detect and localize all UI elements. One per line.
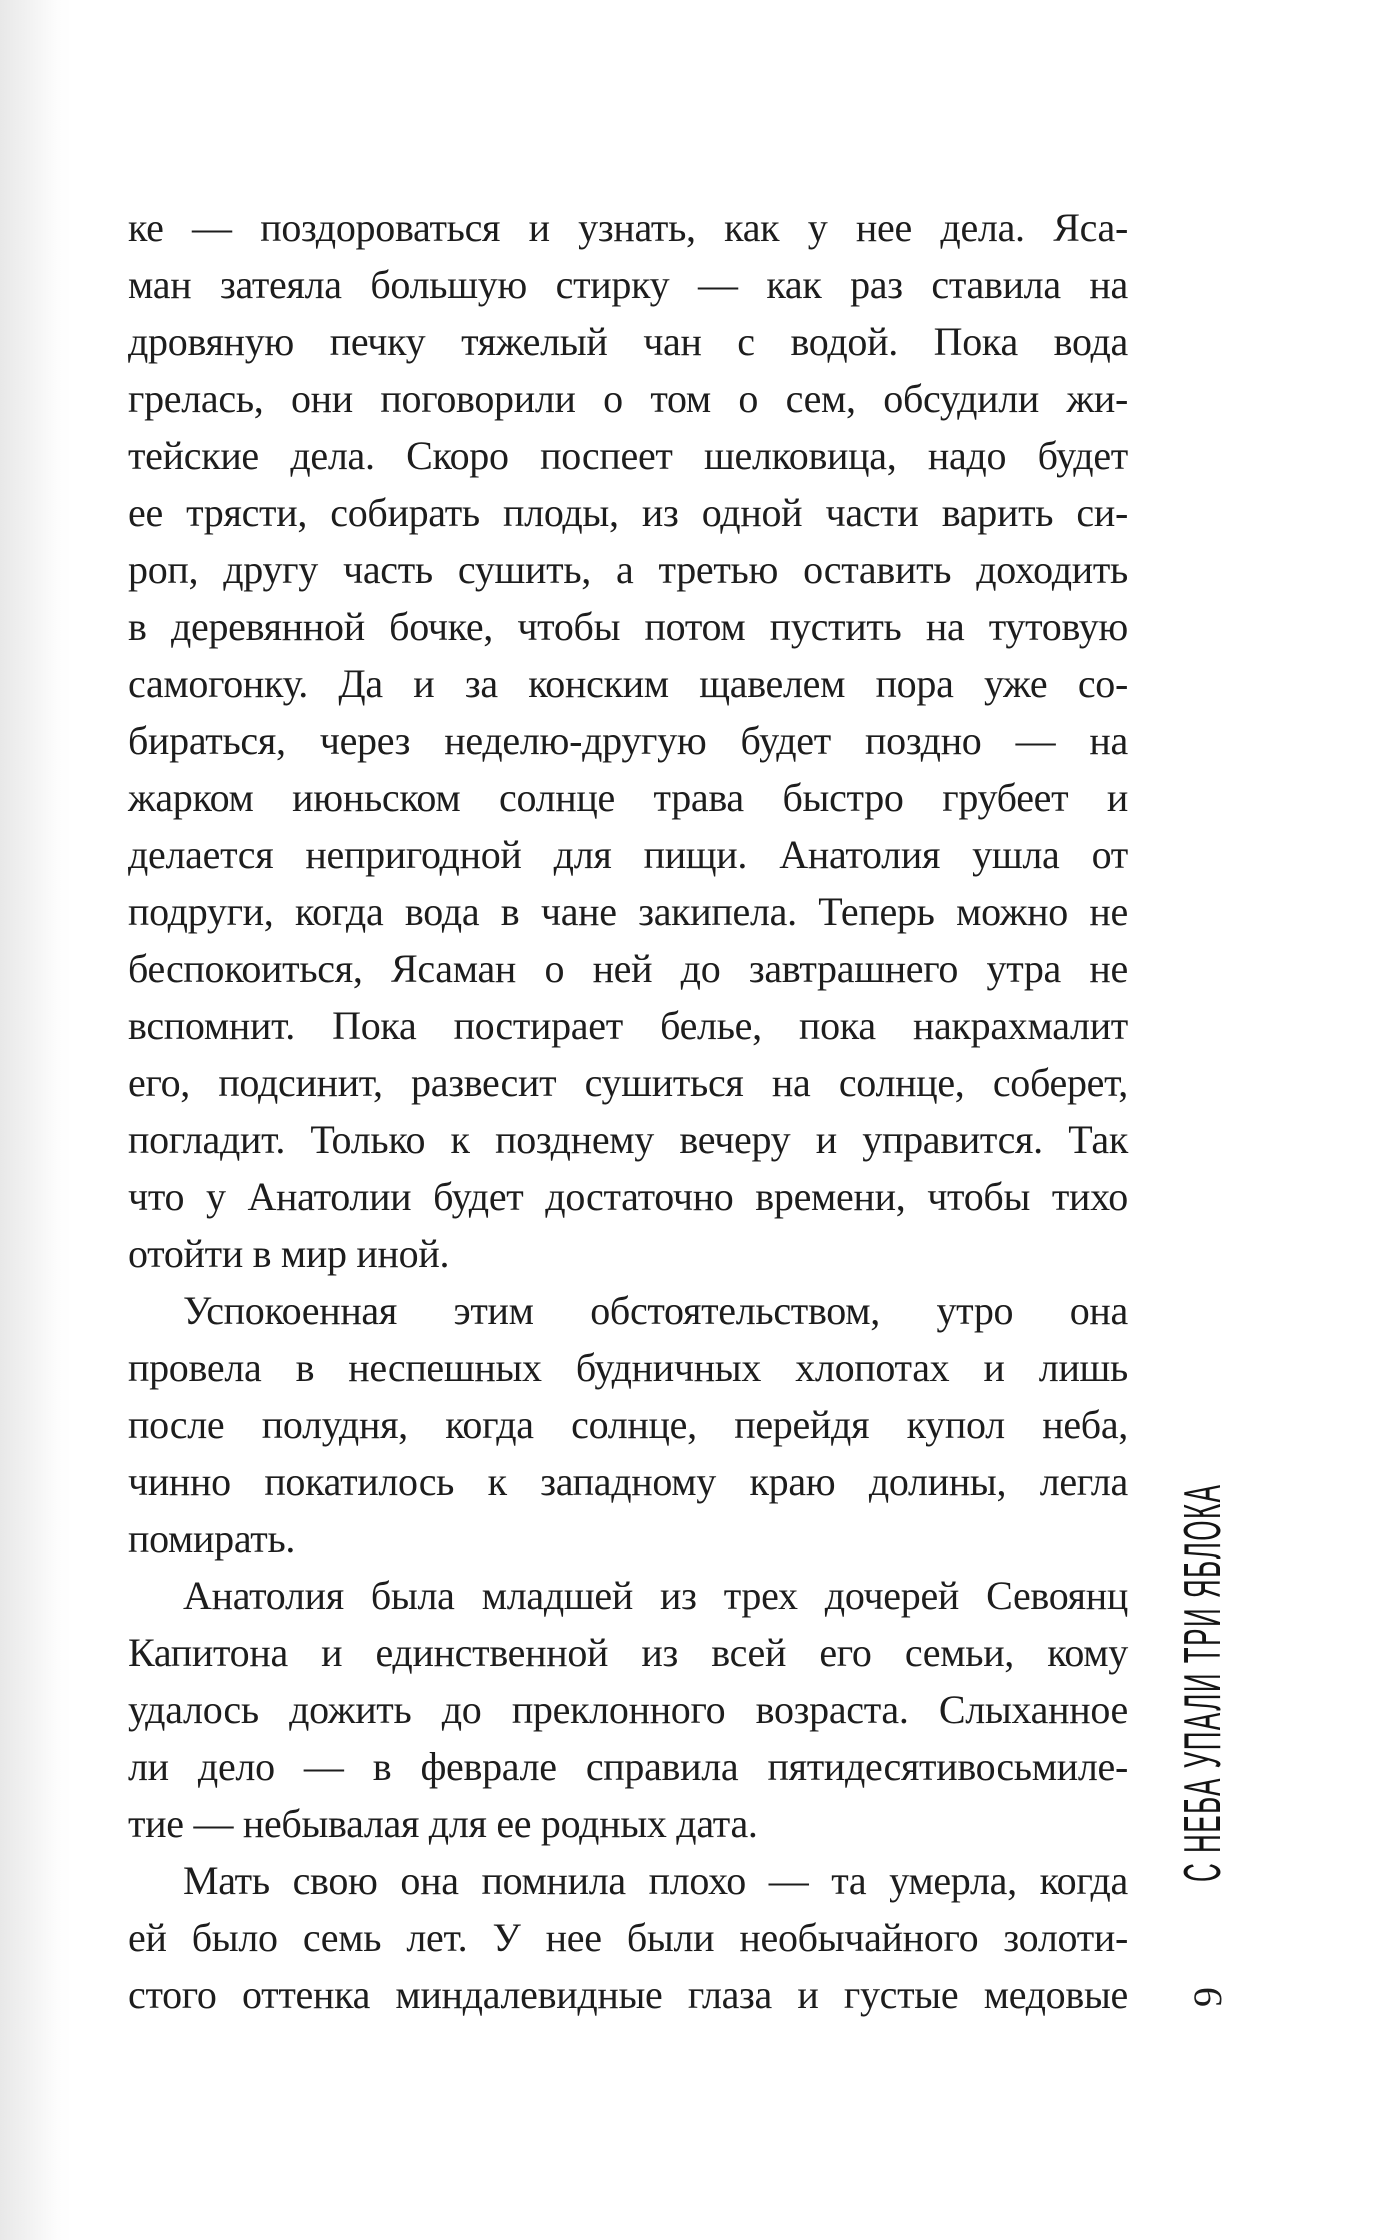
text-line: в деревянной бочке, чтобы потом пустить на тутовую: [128, 604, 1128, 649]
running-title-label: С НЕБА УПАЛИ ТРИ ЯБЛОКА: [1174, 1483, 1232, 1882]
page-text: [128, 199, 1128, 2023]
text-line: тие — небывалая для ее родных дата.: [128, 1801, 758, 1846]
text-line: погладит. Только к позднему вечеру и управится. Так: [128, 1117, 1128, 1162]
text-line: вспомнит. Пока постирает белье, пока накрахмалит: [128, 1003, 1128, 1048]
text-line: самогонку. Да и за конским щавелем пора уже со-: [128, 661, 1128, 706]
text-line: подруги, когда вода в чане закипела. Теперь можно не: [128, 889, 1128, 934]
text-line: провела в неспешных будничных хлопотах и лишь: [128, 1345, 1128, 1390]
text-line: удалось дожить до преклонного возраста. Слыханное: [128, 1687, 1128, 1732]
paragraph: [128, 1282, 1128, 1567]
text-line: бираться, через неделю-другую будет поздно — на: [128, 718, 1128, 763]
text-line: делается непригодной для пищи. Анатолия ушла от: [128, 832, 1128, 877]
text-line: ман затеяла большую стирку — как раз ставила на: [128, 262, 1128, 307]
page-edge-shading: [0, 0, 72, 2240]
text-line: Капитона и единственной из всей его семьи, кому: [128, 1630, 1128, 1675]
text-line: что у Анатолии будет достаточно времени, чтобы тихо: [128, 1174, 1128, 1219]
text-line: тейские дела. Скоро поспеет шелковица, надо будет: [128, 433, 1128, 478]
text-line: грелась, они поговорили о том о сем, обсудили жи-: [128, 376, 1128, 421]
text-line: ее трясти, собирать плоды, из одной части варить си-: [128, 490, 1128, 535]
text-line: ке — поздороваться и узнать, как у нее дела. Яса-: [128, 205, 1128, 250]
text-line: беспокоиться, Ясаман о ней до завтрашнего утра не: [128, 946, 1128, 991]
text-line: жарком июньском солнце трава быстро грубеет и: [128, 775, 1128, 820]
text-line: Успокоенная этим обстоятельством, утро она: [183, 1288, 1128, 1333]
text-line: ей было семь лет. У нее были необычайного золоти-: [128, 1915, 1128, 1960]
running-title-rotated: [1174, 1483, 1232, 1882]
text-line: Анатолия была младшей из трех дочерей Севоянц: [183, 1573, 1128, 1618]
text-line: чинно покатилось к западному краю долины, легла: [128, 1459, 1128, 1504]
text-line: после полудня, когда солнце, перейдя купол неба,: [128, 1402, 1128, 1447]
paragraph: [128, 1852, 1128, 2023]
paragraph: [128, 199, 1128, 1282]
text-line: помирать.: [128, 1516, 296, 1561]
text-line: Мать свою она помнила плохо — та умерла, когда: [183, 1858, 1128, 1903]
text-line: дровяную печку тяжелый чан с водой. Пока вода: [128, 319, 1128, 364]
text-line: роп, другу часть сушить, а третью оставить доходить: [128, 547, 1128, 592]
text-line: стого оттенка миндалевидные глаза и густые медовые: [128, 1972, 1128, 2017]
page-number: [1184, 1974, 1230, 2020]
paragraph: [128, 1567, 1128, 1852]
running-title: [1174, 1483, 1232, 1882]
text-line: отойти в мир иной.: [128, 1231, 450, 1276]
text-line: ли дело — в феврале справила пятидесятивосьмиле-: [128, 1744, 1128, 1789]
page-number-label: 9: [1184, 1987, 1230, 2007]
text-line: его, подсинит, развесит сушиться на солнце, соберет,: [128, 1060, 1128, 1105]
